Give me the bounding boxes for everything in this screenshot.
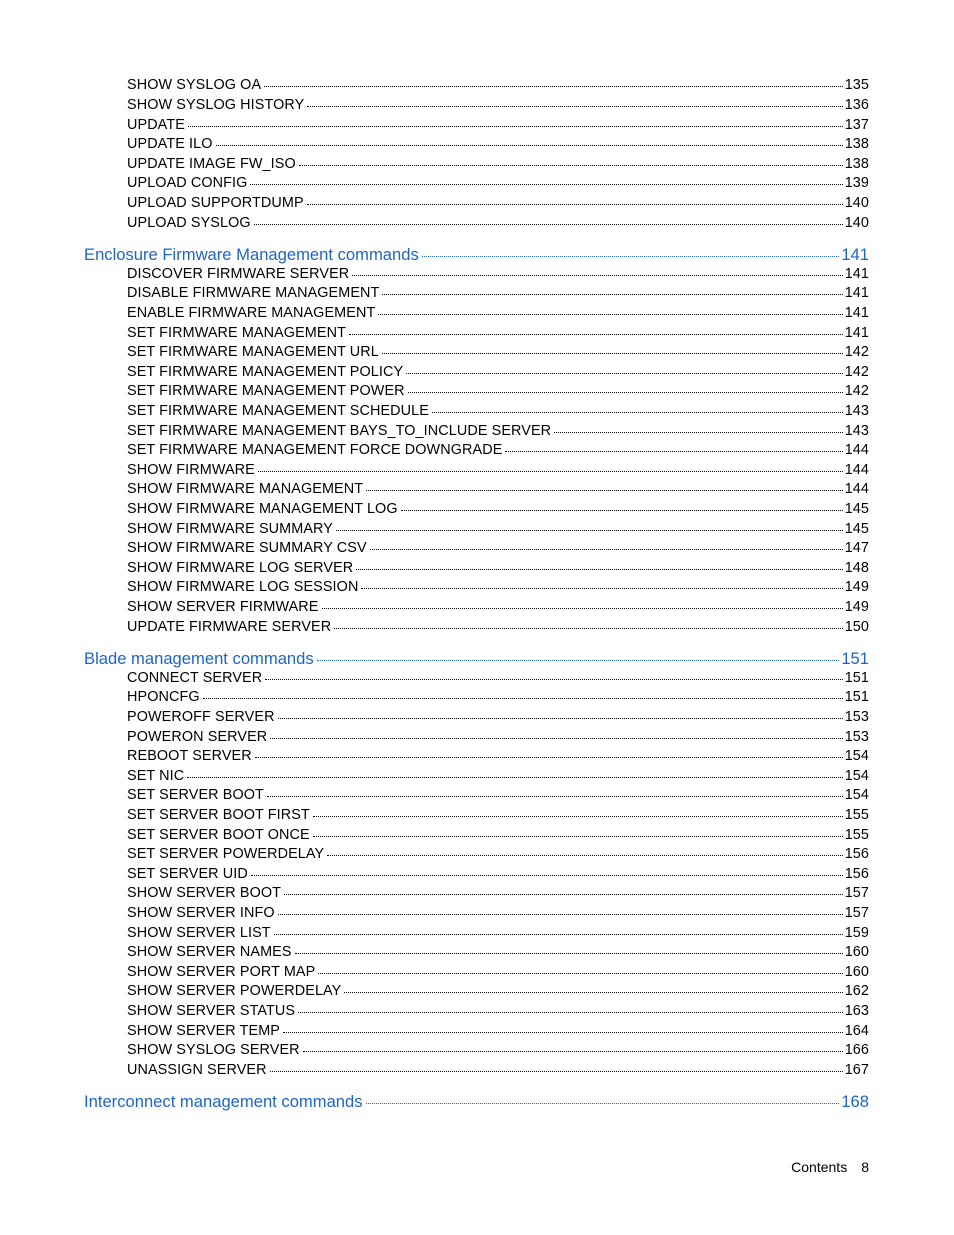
- toc-page-number: 143: [844, 402, 869, 419]
- dot-leader: [317, 647, 840, 664]
- toc-entry-title: UPLOAD SYSLOG: [127, 214, 251, 231]
- dot-leader: [251, 863, 843, 877]
- toc-page-number: 143: [844, 422, 869, 439]
- toc-entry[interactable]: [127, 616, 869, 634]
- toc-page-number: 151: [844, 669, 869, 686]
- toc-entry[interactable]: [127, 303, 869, 321]
- toc-entry-title: UPLOAD CONFIG: [127, 175, 248, 192]
- page-footer: [791, 1159, 869, 1175]
- dot-leader: [270, 1059, 843, 1073]
- toc-entry-title: SHOW FIRMWARE SUMMARY: [127, 520, 333, 537]
- toc-page-number: 148: [844, 559, 869, 576]
- toc-entry[interactable]: [127, 479, 869, 497]
- toc-page-number: 164: [844, 1022, 869, 1039]
- toc-entry[interactable]: [127, 1059, 869, 1077]
- toc-entry-title: UPDATE ILO: [127, 136, 213, 153]
- toc-entry-title: SHOW SERVER PORT MAP: [127, 963, 316, 980]
- toc-page-number: 136: [844, 96, 869, 113]
- toc-page-number: 150: [844, 618, 869, 635]
- toc-page-number: 144: [844, 461, 869, 478]
- toc-page-number: 154: [844, 767, 869, 784]
- dot-leader: [432, 401, 843, 415]
- toc-entry[interactable]: [127, 263, 869, 281]
- toc-page-number: 144: [844, 481, 869, 498]
- toc-entry[interactable]: [127, 883, 869, 901]
- dot-leader: [265, 667, 842, 681]
- toc-entry-title: SHOW FIRMWARE LOG SESSION: [127, 579, 359, 596]
- toc-entry-title: SHOW SERVER FIRMWARE: [127, 598, 319, 615]
- toc-page-number: 163: [844, 1002, 869, 1019]
- toc-entry[interactable]: [127, 342, 869, 360]
- toc-entry-title: SHOW FIRMWARE LOG SERVER: [127, 559, 354, 576]
- toc-entry[interactable]: [127, 381, 869, 399]
- dot-leader: [322, 597, 843, 611]
- toc-entry-title: SET FIRMWARE MANAGEMENT BAYS_TO_INCLUDE SERVER: [127, 422, 552, 439]
- toc-entry[interactable]: [127, 193, 869, 211]
- toc-entry[interactable]: [127, 173, 869, 191]
- toc-entry[interactable]: [127, 844, 869, 862]
- toc-page-number: 140: [844, 194, 869, 211]
- dot-leader: [258, 459, 843, 473]
- toc-section-link[interactable]: [84, 1091, 869, 1113]
- toc-entry-title: POWERON SERVER: [127, 728, 268, 745]
- dot-leader: [361, 577, 842, 591]
- toc-entry-title: SHOW FIRMWARE MANAGEMENT: [127, 481, 364, 498]
- toc-page-number: 142: [844, 344, 869, 361]
- toc-entry[interactable]: [127, 1001, 869, 1019]
- toc-page-number: 138: [844, 155, 869, 172]
- dot-leader: [356, 557, 842, 571]
- toc-entry-title: SHOW SERVER BOOT: [127, 885, 282, 902]
- dot-leader: [188, 114, 843, 128]
- toc-entry-title: SHOW SERVER POWERDELAY: [127, 983, 342, 1000]
- toc-page-number: 151: [841, 648, 869, 668]
- toc-entry-title: SET SERVER POWERDELAY: [127, 846, 325, 863]
- toc-page-number: 142: [844, 383, 869, 400]
- toc-entry-title: SET FIRMWARE MANAGEMENT: [127, 324, 346, 341]
- dot-leader: [313, 805, 843, 819]
- page-number: 8: [861, 1159, 869, 1175]
- toc-entry-title: SHOW SYSLOG SERVER: [127, 1042, 300, 1059]
- dot-leader: [378, 303, 842, 317]
- dot-leader: [370, 538, 843, 552]
- toc-entry-title: SET FIRMWARE MANAGEMENT POLICY: [127, 363, 404, 380]
- dot-leader: [313, 824, 843, 838]
- toc-section-title: Blade management commands: [84, 648, 314, 668]
- toc-entry-title: SHOW SERVER INFO: [127, 904, 275, 921]
- toc-entry[interactable]: [127, 1020, 869, 1038]
- dot-leader: [298, 1001, 843, 1015]
- toc-page-number: 155: [844, 826, 869, 843]
- toc-entry[interactable]: [127, 401, 869, 419]
- toc-page-number: 156: [844, 865, 869, 882]
- toc-entry-title: SHOW SERVER TEMP: [127, 1022, 280, 1039]
- toc-entry[interactable]: [127, 95, 869, 113]
- toc-entry-title: REBOOT SERVER: [127, 748, 252, 765]
- toc-entry-title: SHOW FIRMWARE: [127, 461, 255, 478]
- toc-entry-title: UNASSIGN SERVER: [127, 1061, 267, 1078]
- dot-leader: [307, 95, 842, 109]
- toc-entry[interactable]: [127, 557, 869, 575]
- toc-entry[interactable]: [127, 922, 869, 940]
- dot-leader: [278, 707, 843, 721]
- toc-entry-title: SHOW SYSLOG OA: [127, 77, 262, 94]
- dot-leader: [283, 1020, 843, 1034]
- toc-entry-title: DISABLE FIRMWARE MANAGEMENT: [127, 285, 380, 302]
- dot-leader: [401, 499, 843, 513]
- toc-entry[interactable]: [127, 518, 869, 536]
- toc-entry[interactable]: [127, 903, 869, 921]
- dot-leader: [250, 173, 842, 187]
- toc-entry[interactable]: [127, 134, 869, 152]
- dot-leader: [284, 883, 843, 897]
- dot-leader: [336, 518, 843, 532]
- toc-entry[interactable]: [127, 746, 869, 764]
- toc-page-number: 145: [844, 500, 869, 517]
- dot-leader: [274, 922, 843, 936]
- toc-entry[interactable]: [127, 361, 869, 379]
- toc-entry-title: SET FIRMWARE MANAGEMENT POWER: [127, 383, 405, 400]
- toc-page-number: 141: [844, 265, 869, 282]
- toc-page-number: 151: [844, 689, 869, 706]
- toc-entry-title: SHOW SERVER NAMES: [127, 944, 292, 961]
- toc-entry-title: DISCOVER FIRMWARE SERVER: [127, 265, 350, 282]
- toc-page-number: 159: [844, 924, 869, 941]
- toc-page-number: 166: [844, 1042, 869, 1059]
- toc-page-number: 153: [844, 728, 869, 745]
- dot-leader: [264, 75, 843, 89]
- dot-leader: [554, 420, 843, 434]
- dot-leader: [203, 687, 843, 701]
- toc-page-number: 153: [844, 708, 869, 725]
- toc-page-number: 142: [844, 363, 869, 380]
- toc-page-number: 141: [841, 244, 869, 264]
- toc-entry[interactable]: [127, 322, 869, 340]
- toc-entry[interactable]: [127, 981, 869, 999]
- toc-page-number: 154: [844, 748, 869, 765]
- dot-leader: [278, 903, 843, 917]
- dot-leader: [344, 981, 842, 995]
- dot-leader: [299, 153, 843, 167]
- dot-leader: [295, 942, 843, 956]
- toc-page-number: 141: [844, 324, 869, 341]
- toc-page-number: 167: [844, 1061, 869, 1078]
- dot-leader: [505, 440, 842, 454]
- dot-leader: [422, 243, 840, 260]
- toc-entry-title: UPDATE IMAGE FW_ISO: [127, 155, 296, 172]
- toc-entry[interactable]: [127, 153, 869, 171]
- toc-entry-title: SET SERVER BOOT ONCE: [127, 826, 310, 843]
- toc-entry[interactable]: [127, 942, 869, 960]
- dot-leader: [366, 479, 843, 493]
- toc-page-number: 141: [844, 304, 869, 321]
- toc-page-number: 157: [844, 904, 869, 921]
- toc-section-link[interactable]: [84, 243, 869, 265]
- toc-entry[interactable]: [127, 687, 869, 705]
- toc-page-number: 149: [844, 579, 869, 596]
- toc-page-number: 135: [844, 77, 869, 94]
- toc-page-number: 137: [844, 116, 869, 133]
- dot-leader: [352, 263, 842, 277]
- toc-entry[interactable]: [127, 863, 869, 881]
- toc-entry[interactable]: [127, 212, 869, 230]
- toc-entry[interactable]: [127, 459, 869, 477]
- toc-page-number: 154: [844, 787, 869, 804]
- toc-entry-title: POWEROFF SERVER: [127, 708, 275, 725]
- dot-leader: [255, 746, 843, 760]
- dot-leader: [318, 961, 842, 975]
- toc-page-number: 141: [844, 285, 869, 302]
- dot-leader: [334, 616, 842, 630]
- dot-leader: [216, 134, 843, 148]
- toc-entry[interactable]: [127, 667, 869, 685]
- toc-page-number: 147: [844, 540, 869, 557]
- toc-entry[interactable]: [127, 785, 869, 803]
- toc-entry[interactable]: [127, 805, 869, 823]
- toc-entry[interactable]: [127, 707, 869, 725]
- toc-entry-title: SET SERVER BOOT FIRST: [127, 806, 310, 823]
- toc-entry[interactable]: [127, 597, 869, 615]
- toc-page-number: 144: [844, 442, 869, 459]
- toc-entry[interactable]: [127, 499, 869, 517]
- toc-entry-title: SET FIRMWARE MANAGEMENT SCHEDULE: [127, 402, 429, 419]
- toc-section-title: Interconnect management commands: [84, 1092, 363, 1112]
- toc-page-number: 160: [844, 944, 869, 961]
- toc-section-link[interactable]: [84, 647, 869, 669]
- toc-entry-title: SHOW FIRMWARE MANAGEMENT LOG: [127, 500, 398, 517]
- toc-entry-title: SET SERVER BOOT: [127, 787, 264, 804]
- dot-leader: [327, 844, 842, 858]
- toc-entry[interactable]: [127, 75, 869, 93]
- toc-entry-title: SET FIRMWARE MANAGEMENT URL: [127, 344, 379, 361]
- toc-page-number: 160: [844, 963, 869, 980]
- toc-entry-title: HPONCFG: [127, 689, 200, 706]
- toc-entry[interactable]: [127, 765, 869, 783]
- toc-entry-title: SHOW FIRMWARE SUMMARY CSV: [127, 540, 367, 557]
- toc-entry[interactable]: [127, 538, 869, 556]
- toc-entry[interactable]: [127, 440, 869, 458]
- footer-label: Contents: [791, 1159, 848, 1175]
- toc-section-title: Enclosure Firmware Management commands: [84, 244, 419, 264]
- toc-page-number: 168: [841, 1092, 869, 1112]
- toc-entry-title: SHOW SYSLOG HISTORY: [127, 96, 305, 113]
- toc-page-number: 138: [844, 136, 869, 153]
- toc-entry-title: SET SERVER UID: [127, 865, 248, 882]
- toc-page-number: 140: [844, 214, 869, 231]
- toc-entry-title: CONNECT SERVER: [127, 669, 263, 686]
- toc-entry-title: SHOW SERVER LIST: [127, 924, 271, 941]
- toc-entry-title: SET FIRMWARE MANAGEMENT FORCE DOWNGRADE: [127, 442, 503, 459]
- toc-entry-title: SET NIC: [127, 767, 185, 784]
- dot-leader: [366, 1091, 840, 1108]
- toc-entry-title: UPLOAD SUPPORTDUMP: [127, 194, 304, 211]
- toc-entry[interactable]: [127, 961, 869, 979]
- toc-entry[interactable]: [127, 114, 869, 132]
- dot-leader: [254, 212, 843, 226]
- toc-page-number: 155: [844, 806, 869, 823]
- toc-page-number: 139: [844, 175, 869, 192]
- toc-entry[interactable]: [127, 1040, 869, 1058]
- dot-leader: [303, 1040, 843, 1054]
- toc-entry-title: SHOW SERVER STATUS: [127, 1002, 296, 1019]
- dot-leader: [307, 193, 843, 207]
- toc-entry-title: UPDATE FIRMWARE SERVER: [127, 618, 332, 635]
- toc-entry[interactable]: [127, 577, 869, 595]
- dot-leader: [187, 765, 842, 779]
- dot-leader: [406, 361, 842, 375]
- dot-leader: [382, 342, 843, 356]
- toc-entry[interactable]: [127, 824, 869, 842]
- dot-leader: [408, 381, 843, 395]
- dot-leader: [270, 726, 842, 740]
- toc-entry[interactable]: [127, 726, 869, 744]
- dot-leader: [382, 283, 842, 297]
- toc-page-number: 149: [844, 598, 869, 615]
- toc-page-number: 156: [844, 846, 869, 863]
- toc-entry-title: ENABLE FIRMWARE MANAGEMENT: [127, 304, 376, 321]
- toc-page-number: 162: [844, 983, 869, 1000]
- toc-page-number: 157: [844, 885, 869, 902]
- toc-entry-title: UPDATE: [127, 116, 185, 133]
- dot-leader: [349, 322, 843, 336]
- toc-page-number: 145: [844, 520, 869, 537]
- dot-leader: [267, 785, 843, 799]
- toc-entry[interactable]: [127, 420, 869, 438]
- toc-entry[interactable]: [127, 283, 869, 301]
